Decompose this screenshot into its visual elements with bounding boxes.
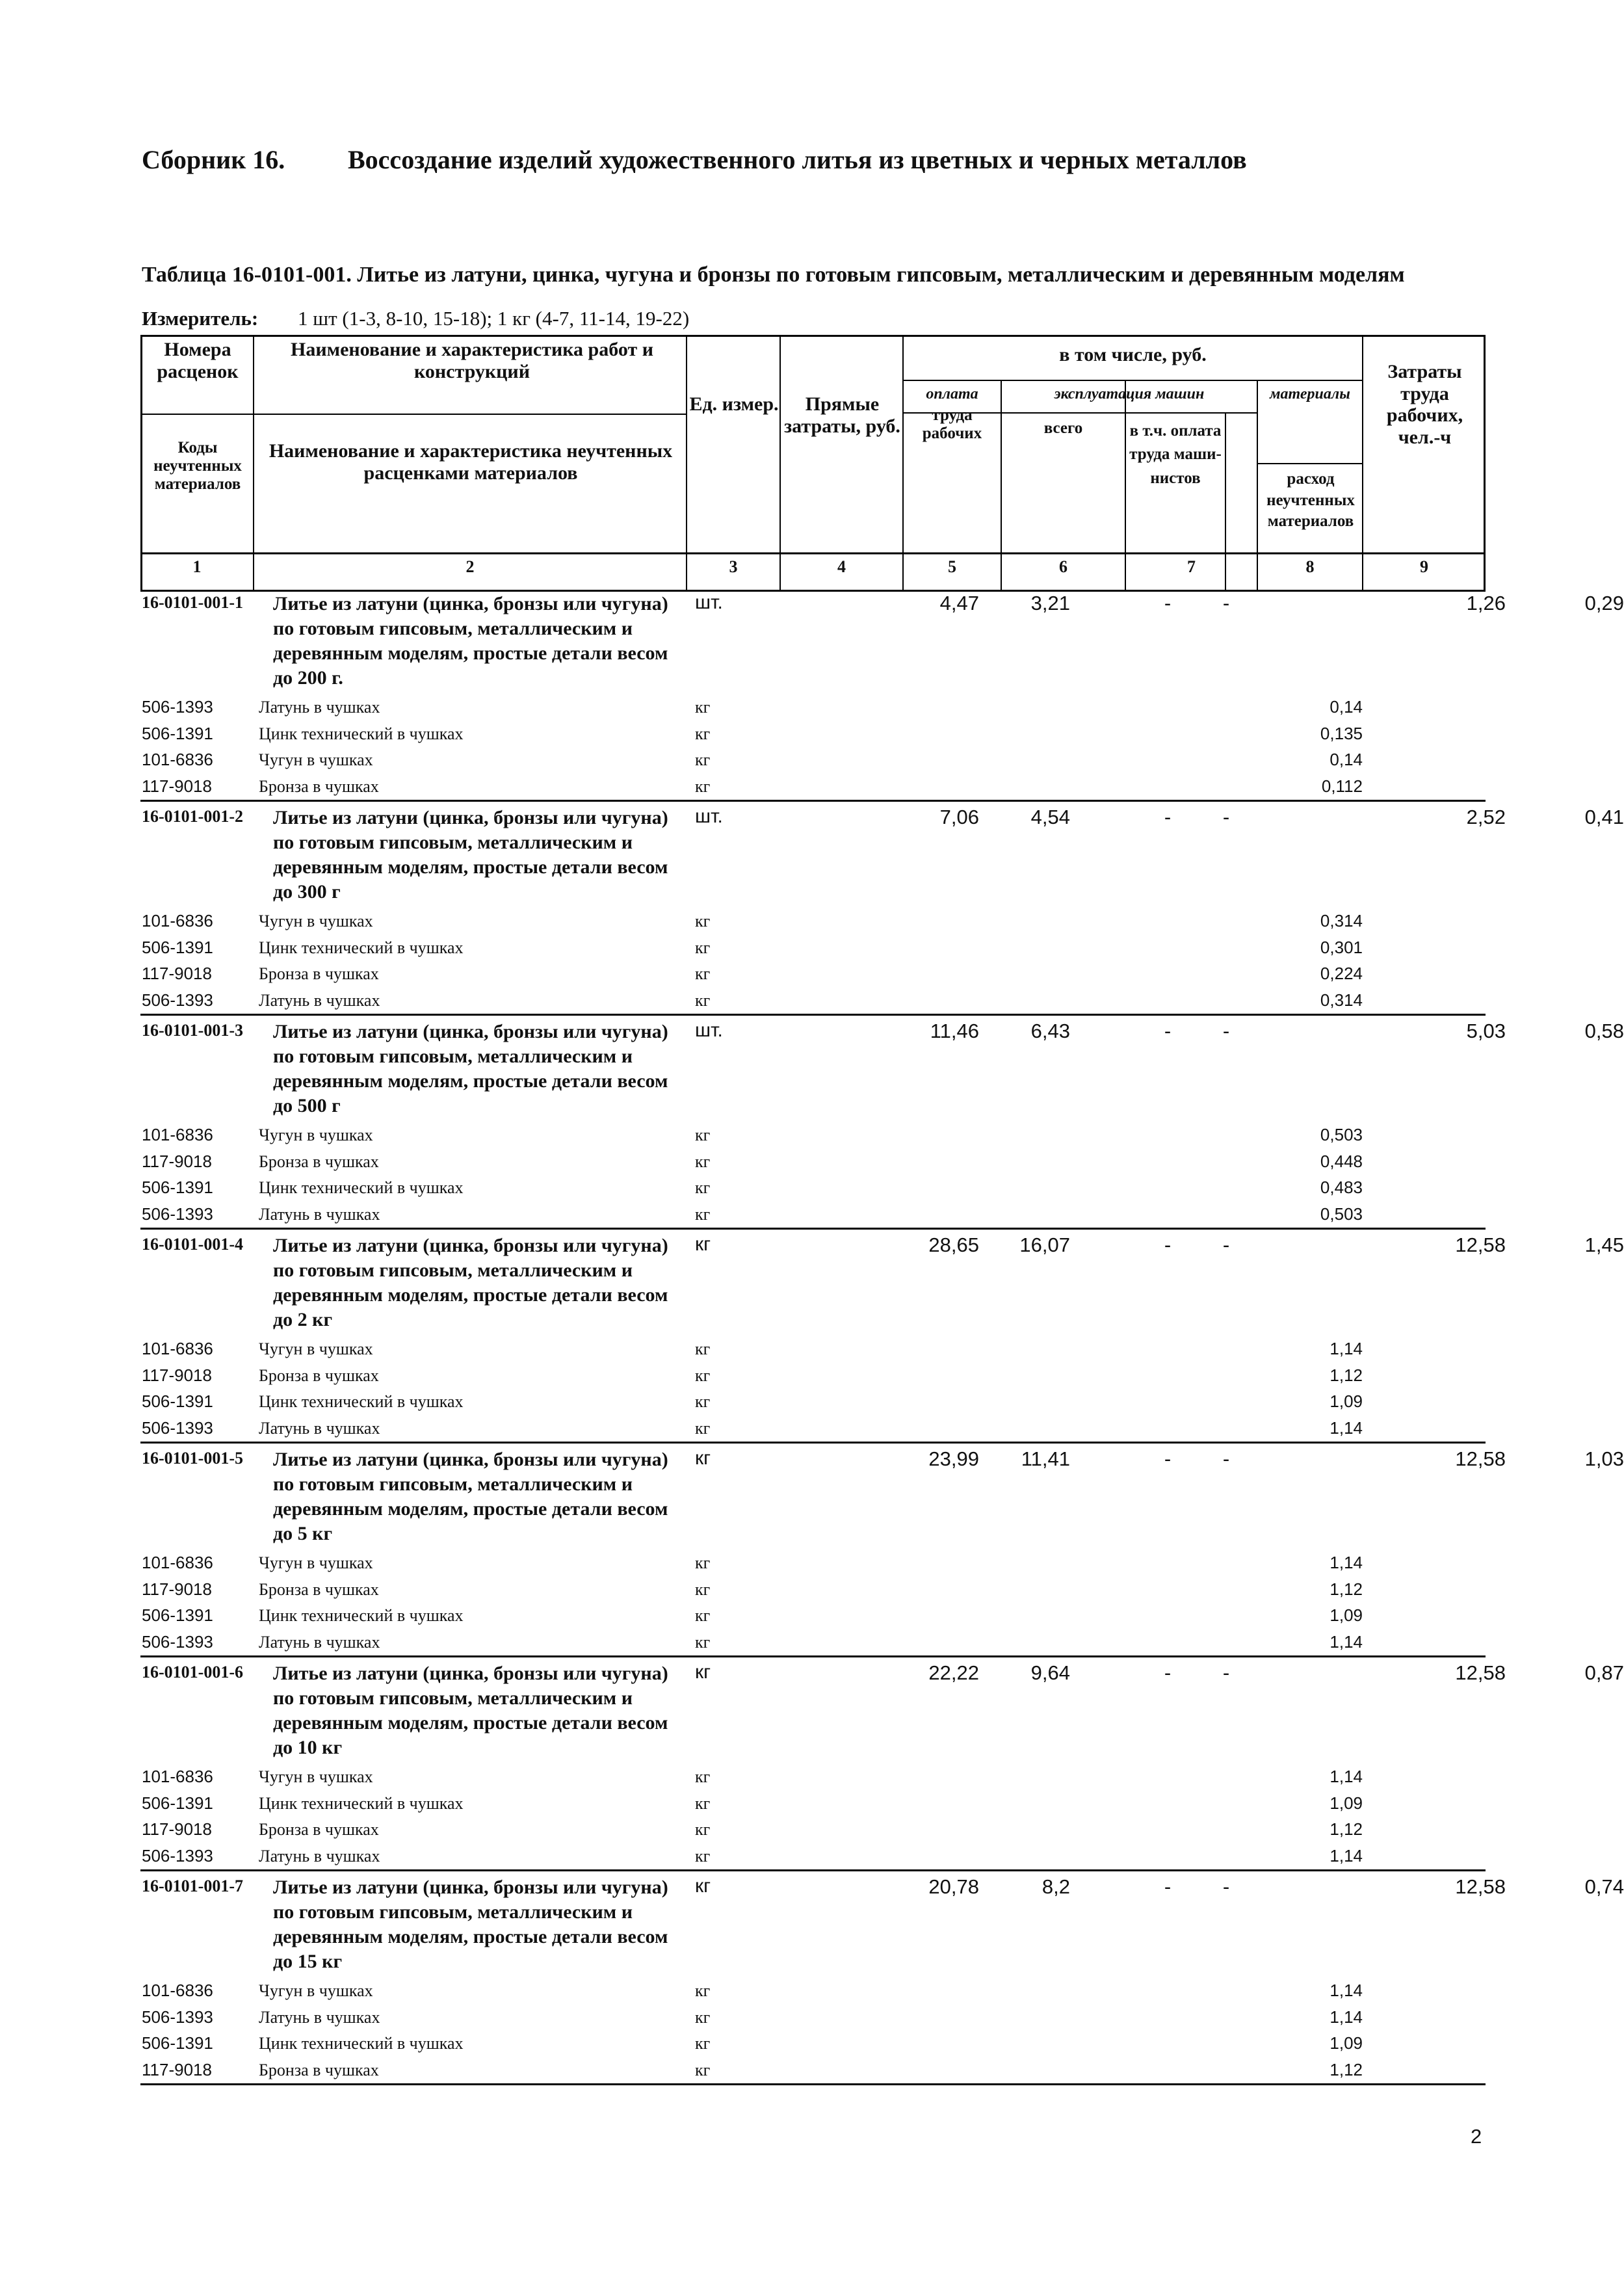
material-code: 117-9018 <box>142 776 212 796</box>
material-code: 506-1391 <box>142 937 213 957</box>
rate-block <box>140 1871 1624 2085</box>
rate-name: Литье из латуни (цинка, бронзы или чугуна) по готовым гипсовым, металлическим и деревянным моделям, простые детали весом до 500 г <box>273 1021 668 1116</box>
material-qty: 1,09 <box>1329 1391 1363 1411</box>
col-rate-number: Номера расценок <box>157 339 239 382</box>
material-code: 506-1391 <box>142 1605 213 1625</box>
material-unit: кг <box>695 1365 711 1385</box>
col-wages-sub: труда рабочих <box>922 406 982 442</box>
material-row <box>140 721 1486 748</box>
material-unit: кг <box>695 990 711 1010</box>
material-row <box>140 1202 1486 1228</box>
table-header <box>140 335 1486 592</box>
materials-cost: 5,03 <box>1466 1020 1506 1042</box>
material-code: 506-1393 <box>142 1631 213 1652</box>
rate-code: 16-0101-001-6 <box>142 1663 243 1681</box>
material-code: 117-9018 <box>142 1579 212 1599</box>
col-material-codes: Коды неучтенных материалов <box>153 439 242 493</box>
material-row <box>140 1603 1486 1629</box>
material-row <box>140 1122 1486 1149</box>
machines-wages: - <box>1222 806 1230 828</box>
material-unit: кг <box>695 1339 711 1358</box>
rate-block <box>140 1016 1624 1230</box>
labor-cost: 0,87 <box>1584 1661 1624 1684</box>
direct-costs: 22,22 <box>928 1661 979 1684</box>
col-number-4: 4 <box>837 557 846 576</box>
direct-costs: 11,46 <box>930 1020 979 1042</box>
material-qty: 0,314 <box>1320 990 1363 1010</box>
table-body <box>140 588 1624 2085</box>
material-unit: кг <box>695 912 711 930</box>
material-code: 101-6836 <box>142 911 213 930</box>
rate-row <box>140 588 1624 694</box>
material-qty: 0,135 <box>1320 723 1363 743</box>
col-unit: Ед. измер. <box>689 393 779 415</box>
material-code: 506-1393 <box>142 1417 213 1438</box>
material-unit: кг <box>695 1846 711 1866</box>
material-row <box>140 694 1486 721</box>
col-number-2: 2 <box>465 557 475 576</box>
materials-cost: 1,26 <box>1466 592 1506 614</box>
material-qty: 1,12 <box>1329 1579 1363 1599</box>
wages: 16,07 <box>1019 1233 1070 1256</box>
material-code: 506-1393 <box>142 1204 213 1224</box>
material-code: 506-1391 <box>142 723 213 743</box>
material-unit: кг <box>695 1553 711 1572</box>
materials-cost: 12,58 <box>1455 1233 1506 1256</box>
material-name: Латунь в чушках <box>259 1418 380 1438</box>
material-unit: кг <box>695 938 711 957</box>
material-name: Латунь в чушках <box>259 698 380 717</box>
rate-unit: шт. <box>695 1020 723 1041</box>
material-name: Чугун в чушках <box>259 1767 373 1786</box>
material-qty: 0,503 <box>1320 1125 1363 1144</box>
material-name: Цинк технический в чушках <box>259 1178 464 1197</box>
material-row <box>140 1629 1486 1656</box>
rate-row <box>140 1230 1624 1336</box>
rate-name: Литье из латуни (цинка, бронзы или чугуна) по готовым гипсовым, металлическим и деревянным моделям, простые детали весом до 2 кг <box>273 1235 668 1330</box>
rate-row <box>140 1016 1624 1122</box>
rate-name: Литье из латуни (цинка, бронзы или чугуна) по готовым гипсовым, металлическим и деревянным моделям, простые детали весом до 15 кг <box>273 1877 668 1972</box>
material-unit: кг <box>695 1178 711 1197</box>
wages: 9,64 <box>1030 1661 1070 1684</box>
material-name: Латунь в чушках <box>259 2007 380 2027</box>
material-row <box>140 935 1486 962</box>
col-wages: оплата <box>926 386 978 402</box>
material-code: 506-1393 <box>142 697 213 717</box>
material-name: Чугун в чушках <box>259 1553 373 1572</box>
material-name: Бронза в чушках <box>259 1820 379 1839</box>
material-qty: 1,14 <box>1329 1553 1363 1572</box>
machines-total: - <box>1164 1020 1172 1042</box>
rate-name: Литье из латуни (цинка, бронзы или чугуна) по готовым гипсовым, металлическим и деревянным моделям, простые детали весом до 200 г. <box>273 593 668 689</box>
col-number-3: 3 <box>729 557 738 576</box>
material-row <box>140 1416 1486 1442</box>
material-row <box>140 1843 1486 1870</box>
material-name: Чугун в чушках <box>259 1126 373 1144</box>
labor-cost: 1,03 <box>1584 1447 1624 1470</box>
col-direct-costs: Прямые затраты, руб. <box>784 393 900 437</box>
material-name: Цинк технический в чушках <box>259 938 464 957</box>
machines-wages: - <box>1222 1233 1230 1256</box>
rate-code: 16-0101-001-2 <box>142 807 243 826</box>
material-code: 506-1391 <box>142 1178 213 1197</box>
wages: 4,54 <box>1030 806 1070 828</box>
material-qty: 0,224 <box>1320 964 1363 983</box>
col-number-8: 8 <box>1305 557 1315 576</box>
material-name: Цинк технический в чушках <box>259 724 464 743</box>
material-qty: 1,12 <box>1329 2059 1363 2079</box>
col-machines: эксплуатация машин <box>1054 386 1205 402</box>
machines-wages: - <box>1222 1020 1230 1042</box>
rate-name: Литье из латуни (цинка, бронзы или чугуна) по готовым гипсовым, металлическим и деревянным моделям, простые детали весом до 300 г <box>273 807 668 903</box>
rate-unit: кг <box>695 1875 711 1897</box>
material-code: 506-1391 <box>142 2033 213 2053</box>
col-including: в том числе, руб. <box>1059 344 1207 365</box>
material-qty: 1,12 <box>1329 1819 1363 1839</box>
material-code: 506-1391 <box>142 1793 213 1813</box>
rate-name: Литье из латуни (цинка, бронзы или чугуна) по готовым гипсовым, металлическим и деревянным моделям, простые детали весом до 10 кг <box>273 1663 668 1758</box>
material-code: 117-9018 <box>142 1365 212 1385</box>
page-number: 2 <box>1471 2125 1482 2148</box>
material-unit: кг <box>695 1126 711 1144</box>
material-qty: 0,14 <box>1329 750 1363 769</box>
material-name: Латунь в чушках <box>259 990 380 1010</box>
col-number-1: 1 <box>192 557 202 576</box>
material-row <box>140 1791 1486 1817</box>
material-row <box>140 774 1486 800</box>
rate-code: 16-0101-001-1 <box>142 593 243 612</box>
material-code: 101-6836 <box>142 750 213 769</box>
material-code: 117-9018 <box>142 2059 212 2079</box>
material-row <box>140 747 1486 774</box>
material-unit: кг <box>695 698 711 717</box>
material-qty: 0,448 <box>1320 1151 1363 1171</box>
col-materials: материалы <box>1270 386 1350 402</box>
rate-row <box>140 1657 1624 1764</box>
rate-block <box>140 1230 1624 1444</box>
rate-block <box>140 588 1624 802</box>
direct-costs: 7,06 <box>939 806 979 828</box>
wages: 8,2 <box>1041 1875 1070 1898</box>
rate-block <box>140 802 1624 1016</box>
material-name: Бронза в чушках <box>259 776 379 796</box>
rate-unit: шт. <box>695 592 723 613</box>
wages: 11,41 <box>1021 1447 1070 1470</box>
material-row <box>140 2005 1486 2031</box>
wages: 6,43 <box>1030 1020 1070 1042</box>
material-row <box>140 1363 1486 1390</box>
material-unit: кг <box>695 2060 711 2079</box>
material-qty: 1,14 <box>1329 2007 1363 2027</box>
material-row <box>140 1550 1486 1577</box>
rate-block <box>140 1444 1624 1657</box>
material-qty: 1,14 <box>1329 1631 1363 1652</box>
materials-cost: 2,52 <box>1466 806 1506 828</box>
material-qty: 1,09 <box>1329 2033 1363 2053</box>
material-unit: кг <box>695 1579 711 1599</box>
material-unit: кг <box>695 724 711 743</box>
material-name: Бронза в чушках <box>259 1579 379 1599</box>
rate-row <box>140 1871 1624 1978</box>
material-row <box>140 1336 1486 1363</box>
material-qty: 0,503 <box>1320 1204 1363 1224</box>
material-unit: кг <box>695 1152 711 1171</box>
machines-total: - <box>1164 592 1172 614</box>
direct-costs: 28,65 <box>928 1233 979 1256</box>
material-row <box>140 1764 1486 1791</box>
machines-wages: - <box>1222 592 1230 614</box>
material-name: Латунь в чушках <box>259 1846 380 1866</box>
material-unit: кг <box>695 1981 711 2000</box>
material-row <box>140 988 1486 1014</box>
material-code: 506-1393 <box>142 990 213 1010</box>
material-row <box>140 2031 1486 2057</box>
material-unit: кг <box>695 776 711 796</box>
material-unit: кг <box>695 1820 711 1839</box>
material-unit: кг <box>695 1606 711 1625</box>
material-code: 117-9018 <box>142 1151 212 1171</box>
col-machines-wages: в т.ч. оплата труда маши- нистов <box>1129 422 1222 487</box>
col-materials-sub: расход неучтенных материалов <box>1266 470 1355 530</box>
labor-cost: 0,74 <box>1584 1875 1624 1898</box>
material-name: Бронза в чушках <box>259 1152 379 1171</box>
machines-wages: - <box>1222 1661 1230 1684</box>
machines-total: - <box>1164 1233 1172 1256</box>
col-number-9: 9 <box>1420 557 1428 576</box>
material-unit: кг <box>695 2007 711 2027</box>
material-row <box>140 1175 1486 1202</box>
material-unit: кг <box>695 750 711 769</box>
material-row <box>140 1817 1486 1843</box>
col-machines-total: всего <box>1043 419 1083 437</box>
material-code: 101-6836 <box>142 1339 213 1358</box>
material-qty: 1,09 <box>1329 1605 1363 1625</box>
machines-wages: - <box>1222 1447 1230 1470</box>
col-number-7: 7 <box>1187 557 1196 576</box>
labor-cost: 0,29 <box>1584 592 1624 614</box>
collection-name: Воссоздание изделий художественного литья из цветных и черных металлов <box>348 145 1247 174</box>
material-unit: кг <box>695 964 711 983</box>
rate-code: 16-0101-001-7 <box>142 1877 243 1895</box>
material-qty: 1,14 <box>1329 1767 1363 1786</box>
machines-total: - <box>1164 1875 1172 1898</box>
material-row <box>140 908 1486 935</box>
material-code: 101-6836 <box>142 1767 213 1786</box>
rate-code: 16-0101-001-3 <box>142 1021 243 1040</box>
measure-label: Измеритель: <box>142 307 259 330</box>
material-code: 117-9018 <box>142 1819 212 1839</box>
material-qty: 1,14 <box>1329 1417 1363 1438</box>
table-caption: Таблица 16-0101-001. Литье из латуни, цинка, чугуна и бронзы по готовым гипсовым, металлическим и деревянным моделям <box>142 263 1405 287</box>
material-name: Цинк технический в чушках <box>259 1392 464 1411</box>
material-code: 101-6836 <box>142 1125 213 1144</box>
materials-cost: 12,58 <box>1455 1875 1506 1898</box>
machines-wages: - <box>1222 1875 1230 1898</box>
material-qty: 0,301 <box>1320 937 1363 957</box>
measure-value: 1 шт (1-3, 8-10, 15-18); 1 кг (4-7, 11-14, 19-22) <box>298 307 690 330</box>
rate-code: 16-0101-001-4 <box>142 1235 243 1254</box>
col-number-5: 5 <box>948 557 956 576</box>
material-name: Чугун в чушках <box>259 1981 373 2000</box>
material-unit: кг <box>695 1767 711 1786</box>
material-unit: кг <box>695 1793 711 1813</box>
materials-cost: 12,58 <box>1455 1661 1506 1684</box>
material-qty: 0,314 <box>1320 911 1363 930</box>
material-row <box>140 1149 1486 1176</box>
material-name: Чугун в чушках <box>259 1339 373 1358</box>
machines-total: - <box>1164 806 1172 828</box>
material-qty: 0,112 <box>1321 776 1363 796</box>
rate-row <box>140 802 1624 908</box>
col-labor: Затраты труда рабочих, чел.-ч <box>1386 361 1463 448</box>
material-code: 506-1393 <box>142 1845 213 1866</box>
direct-costs: 20,78 <box>928 1875 979 1898</box>
material-name: Бронза в чушках <box>259 1365 379 1385</box>
machines-total: - <box>1164 1447 1172 1470</box>
material-name: Цинк технический в чушках <box>259 2034 464 2053</box>
materials-cost: 12,58 <box>1455 1447 1506 1470</box>
material-unit: кг <box>695 1418 711 1438</box>
rate-name: Литье из латуни (цинка, бронзы или чугуна) по готовым гипсовым, металлическим и деревянным моделям, простые детали весом до 5 кг <box>273 1449 668 1544</box>
labor-cost: 0,58 <box>1584 1020 1624 1042</box>
collection-title: Сборник 16. <box>142 145 285 174</box>
labor-cost: 0,41 <box>1584 806 1624 828</box>
rate-unit: кг <box>695 1233 711 1255</box>
material-code: 101-6836 <box>142 1981 213 2000</box>
material-code: 506-1391 <box>142 1391 213 1411</box>
material-code: 101-6836 <box>142 1553 213 1572</box>
material-qty: 1,14 <box>1329 1339 1363 1358</box>
material-name: Латунь в чушках <box>259 1204 380 1224</box>
col-number-6: 6 <box>1059 557 1067 576</box>
wages: 3,21 <box>1030 592 1070 614</box>
rate-unit: кг <box>695 1661 711 1683</box>
material-code: 117-9018 <box>142 964 212 983</box>
material-qty: 1,14 <box>1329 1981 1363 2000</box>
material-name: Чугун в чушках <box>259 750 373 769</box>
machines-total: - <box>1164 1661 1172 1684</box>
direct-costs: 4,47 <box>939 592 979 614</box>
rate-code: 16-0101-001-5 <box>142 1449 243 1468</box>
material-code: 506-1393 <box>142 2007 213 2027</box>
rate-row <box>140 1444 1624 1550</box>
material-qty: 0,483 <box>1320 1178 1363 1197</box>
material-row <box>140 1978 1486 2005</box>
labor-cost: 1,45 <box>1584 1233 1624 1256</box>
material-name: Латунь в чушках <box>259 1632 380 1652</box>
material-row <box>140 1577 1486 1603</box>
material-unit: кг <box>695 1392 711 1411</box>
material-name: Цинк технический в чушках <box>259 1793 464 1813</box>
direct-costs: 23,99 <box>928 1447 979 1470</box>
material-unit: кг <box>695 2034 711 2053</box>
material-name: Чугун в чушках <box>259 912 373 930</box>
material-qty: 0,14 <box>1329 697 1363 717</box>
material-row <box>140 1389 1486 1416</box>
material-name: Бронза в чушках <box>259 2060 379 2079</box>
col-work-name: Наименование и характеристика работ и конструкций <box>291 339 653 382</box>
material-row <box>140 2057 1486 2084</box>
rate-unit: шт. <box>695 806 723 827</box>
material-unit: кг <box>695 1632 711 1652</box>
material-name: Бронза в чушках <box>259 964 379 983</box>
rate-unit: кг <box>695 1447 711 1469</box>
material-name: Цинк технический в чушках <box>259 1606 464 1625</box>
material-qty: 1,14 <box>1329 1845 1363 1866</box>
material-qty: 1,09 <box>1329 1793 1363 1813</box>
material-qty: 1,12 <box>1329 1365 1363 1385</box>
col-material-names: Наименование и характеристика неучтенных расценками материалов <box>268 440 673 484</box>
material-row <box>140 961 1486 988</box>
material-unit: кг <box>695 1204 711 1224</box>
rate-block <box>140 1657 1624 1871</box>
